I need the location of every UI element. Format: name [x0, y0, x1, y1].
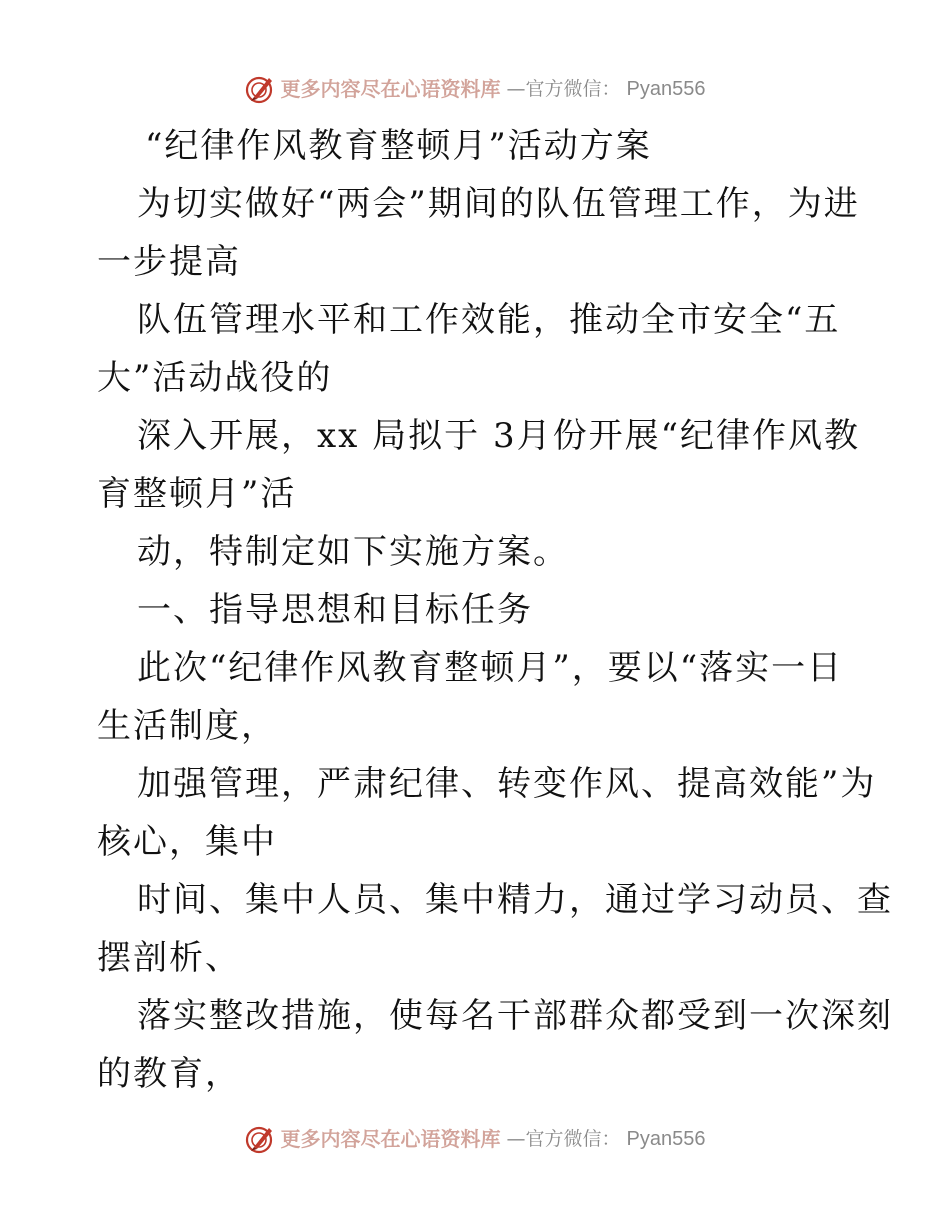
paragraph-line: 时间、集中人员、集中精力，通过学习动员、查: [137, 880, 893, 920]
watermark-wechat-id: Pyan556: [626, 78, 706, 100]
watermark-separator: —官方微信：: [506, 1128, 621, 1150]
watermark-footer: [0, 1124, 950, 1154]
paragraph-line: 为切实做好“两会”期间的队伍管理工作，为进: [137, 184, 860, 224]
paragraph-line: 育整顿月”活: [97, 474, 297, 514]
paragraph-line: 队伍管理水平和工作效能，推动全市安全“五: [137, 300, 841, 340]
paragraph-line: 的教育，: [97, 1054, 241, 1094]
paragraph-line: 核心，集中: [97, 822, 277, 862]
paragraph-line: 加强管理，严肃纪律、转变作风、提高效能”为: [137, 764, 877, 804]
paragraph-line: 摆剖析、: [97, 938, 241, 978]
document-body: [97, 117, 893, 1103]
paragraph-line: 生活制度，: [97, 706, 277, 746]
pen-logo-icon: [245, 74, 275, 104]
watermark-header: [0, 74, 950, 104]
paragraph-line: 此次“纪律作风教育整顿月”，要以“落实一日: [137, 648, 844, 688]
paragraph-line: 动，特制定如下实施方案。: [137, 532, 569, 572]
paragraph-line: 大”活动战役的: [97, 358, 333, 398]
watermark-wechat-id: Pyan556: [626, 1128, 706, 1150]
watermark-brand: 更多内容尽在心语资料库: [280, 1127, 501, 1151]
section-heading: 一、指导思想和目标任务: [137, 590, 533, 630]
paragraph-line: 一步提高: [97, 242, 241, 282]
paragraph-line: 落实整改措施，使每名干部群众都受到一次深刻: [137, 996, 893, 1036]
pen-logo-icon: [245, 1124, 275, 1154]
paragraph-line: 深入开展，xx 局拟于 3月份开展“纪律作风教: [137, 416, 860, 456]
watermark-separator: —官方微信：: [506, 78, 621, 100]
watermark-brand: 更多内容尽在心语资料库: [280, 77, 501, 101]
document-title: “纪律作风教育整顿月”活动方案: [145, 126, 652, 166]
